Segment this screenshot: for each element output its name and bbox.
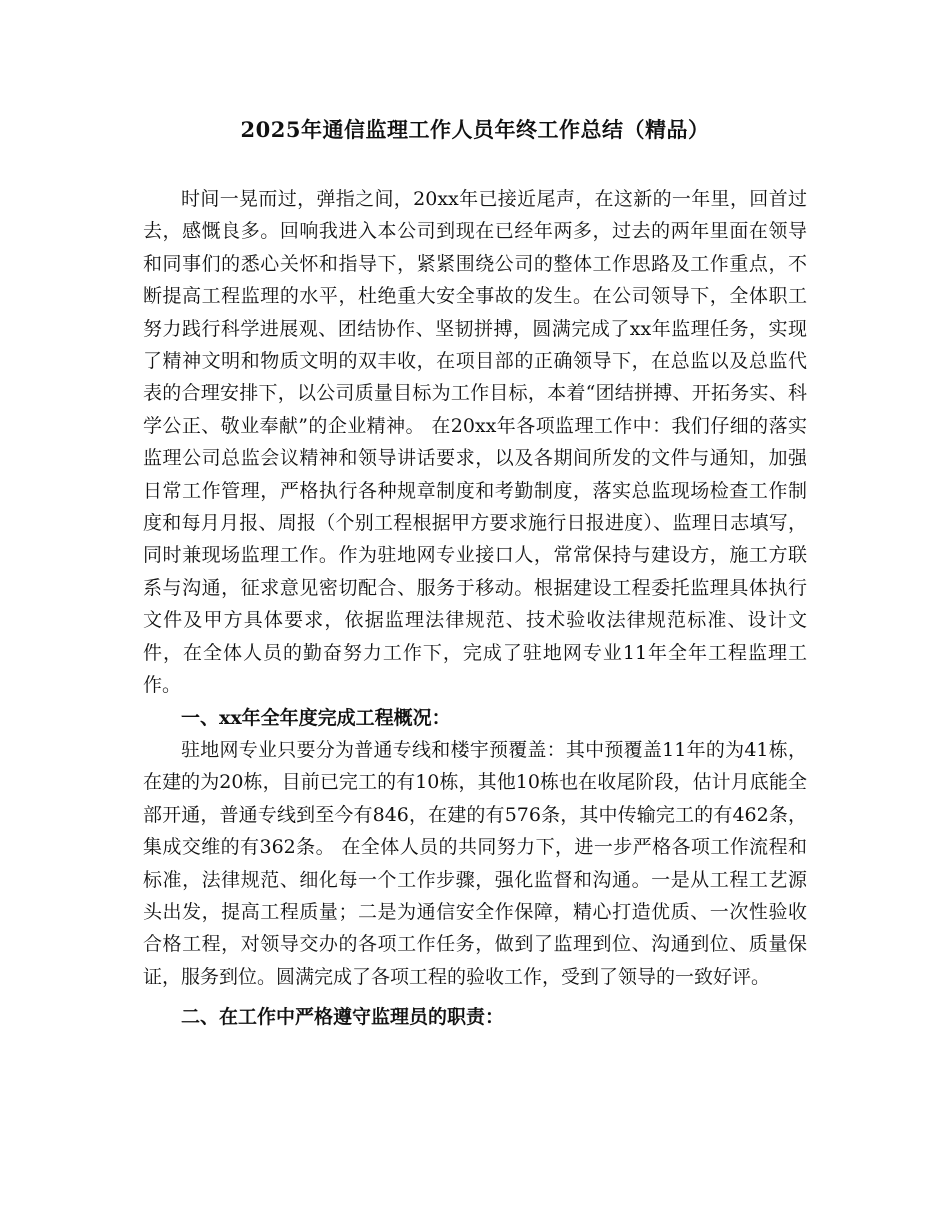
document-body (143, 183, 807, 1034)
overview-paragraph: 驻地网专业只要分为普通专线和楼宇预覆盖：其中预覆盖11年的为41栋，在建的为20栋，目前已完工的有10栋，其他10栋也在收尾阶段，估计月底能全部开通，普通专线到至今有846，在建的有576条，其中传输完工的有462条，集成交维的有362条。 在全体人员的共同努力下，进一步严格各项工作流程和标准，法律规范、细化每一个工作步骤，强化监督和沟通。一是从工程工艺源头出发，提高工程质量；二是为通信安全作保障，精心打造优质、一次性验收合格工程，对领导交办的各项工作任务，做到了监理到位、沟通到位、质量保证，服务到位。圆满完成了各项工程的验收工作，受到了领导的一致好评。 (143, 738, 807, 988)
section-heading-2: 二、在工作中严格遵守监理员的职责： (181, 1006, 505, 1029)
document-title: 2025年通信监理工作人员年终工作总结（精品） (240, 117, 710, 142)
section-heading-1: 一、xx年全年度完成工程概况： (181, 706, 451, 729)
intro-paragraph: 时间一晃而过，弹指之间，20xx年已接近尾声，在这新的一年里，回首过去，感慨良多。回响我进入本公司到现在已经年两多，过去的两年里面在领导和同事们的悉心关怀和指导下，紧紧围绕公司的整体工作思路及工作重点，不断提高工程监理的水平，杜绝重大安全事故的发生。在公司领导下，全体职工努力践行科学进展观、团结协作、坚韧拼搏，圆满完成了xx年监理任务，实现了精神文明和物质文明的双丰收，在项目部的正确领导下，在总监以及总监代表的合理安排下，以公司质量目标为工作目标，本着“团结拼搏、开拓务实、科学公正、敬业奉献”的企业精神。 在20xx年各项监理工作中：我们仔细的落实监理公司总监会议精神和领导讲话要求，以及各期间所发的文件与通知，加强日常工作管理，严格执行各种规章制度和考勤制度，落实总监现场检查工作制度和每月月报、周报（个别工程根据甲方要求施行日报进度）、监理日志填写，同时兼现场监理工作。作为驻地网专业接口人，常常保持与建设方，施工方联系与沟通，征求意见密切配合、服务于移动。根据建设工程委托监理具体执行文件及甲方具体要求，依据监理法律规范、技术验收法律规范标准、设计文件，在全体人员的勤奋努力工作下，完成了驻地网专业11年全年工程监理工作。 (143, 188, 807, 697)
